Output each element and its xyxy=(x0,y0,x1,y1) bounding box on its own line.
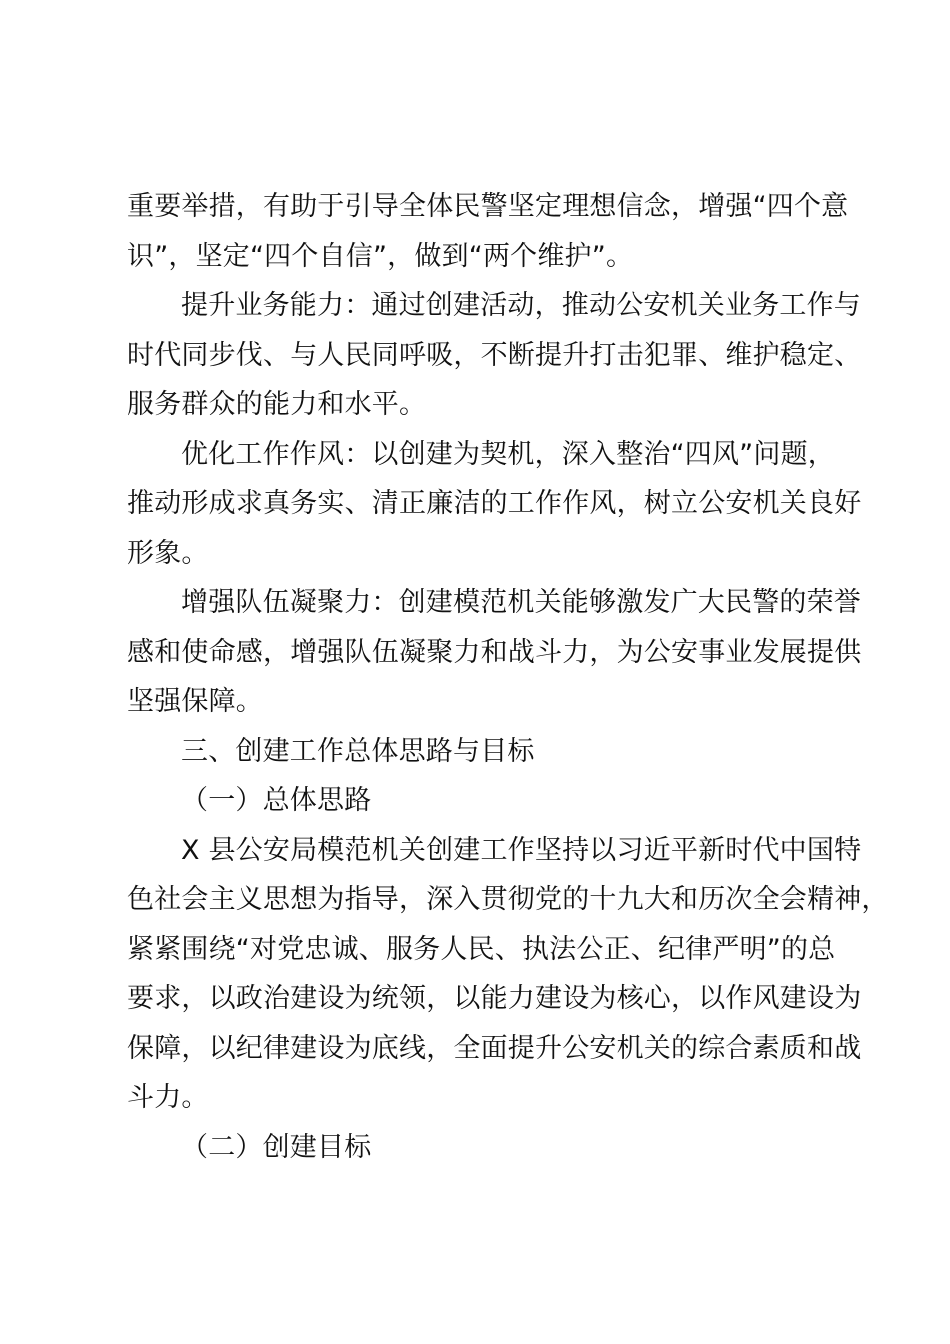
section-heading-three xyxy=(127,727,833,777)
text-line: 保障，以纪律建设为底线，全面提升公安机关的综合素质和战 xyxy=(127,1032,862,1064)
paragraph-work-style xyxy=(127,430,862,579)
text-line: 识”，坚定“四个自信”，做到“两个维护”。 xyxy=(127,240,634,272)
text-line: 色社会主义思想为指导，深入贯彻党的十九大和历次全会精神， xyxy=(127,884,889,915)
text-line: 重要举措，有助于引导全体民警坚定理想信念，增强“四个意 xyxy=(127,191,849,222)
text-line: 斗力。 xyxy=(127,1082,209,1113)
paragraph-overall-approach xyxy=(127,826,889,1123)
paragraph-team-cohesion xyxy=(127,578,862,727)
text-line: 推动形成求真务实、清正廉洁的工作作风，树立公安机关良好 xyxy=(127,488,862,519)
heading-text: 三、创建工作总体思路与目标 xyxy=(181,735,535,767)
paragraph-intro-continuation xyxy=(127,182,849,281)
heading-text: （一）总体思路 xyxy=(181,785,372,816)
heading-text: （二）创建目标 xyxy=(181,1131,372,1163)
document-body xyxy=(127,182,889,1172)
text-line: 时代同步伐、与人民同呼吸，不断提升打击犯罪、维护稳定、 xyxy=(127,339,862,371)
text-line: 坚强保障。 xyxy=(127,686,263,717)
text-line: 形象。 xyxy=(127,537,209,569)
text-line: 要求，以政治建设为统领，以能力建设为核心，以作风建设为 xyxy=(127,983,862,1014)
text-line: 提升业务能力：通过创建活动，推动公安机关业务工作与 xyxy=(181,290,861,321)
text-line: 增强队伍凝聚力：创建模范机关能够激发广大民警的荣誉 xyxy=(181,587,861,618)
text-line: 感和使命感，增强队伍凝聚力和战斗力，为公安事业发展提供 xyxy=(127,636,862,668)
text-line: X 县公安局模范机关创建工作坚持以习近平新时代中国特 xyxy=(181,834,862,866)
subheading-overall-approach xyxy=(127,776,833,826)
text-line: 紧紧围绕“对党忠诚、服务人民、执法公正、纪律严明”的总 xyxy=(127,933,836,965)
paragraph-business-ability xyxy=(127,281,862,430)
subheading-creation-goals xyxy=(127,1123,833,1173)
text-line: 服务群众的能力和水平。 xyxy=(127,389,427,420)
text-line: 优化工作作风：以创建为契机，深入整治“四风”问题， xyxy=(181,438,835,470)
